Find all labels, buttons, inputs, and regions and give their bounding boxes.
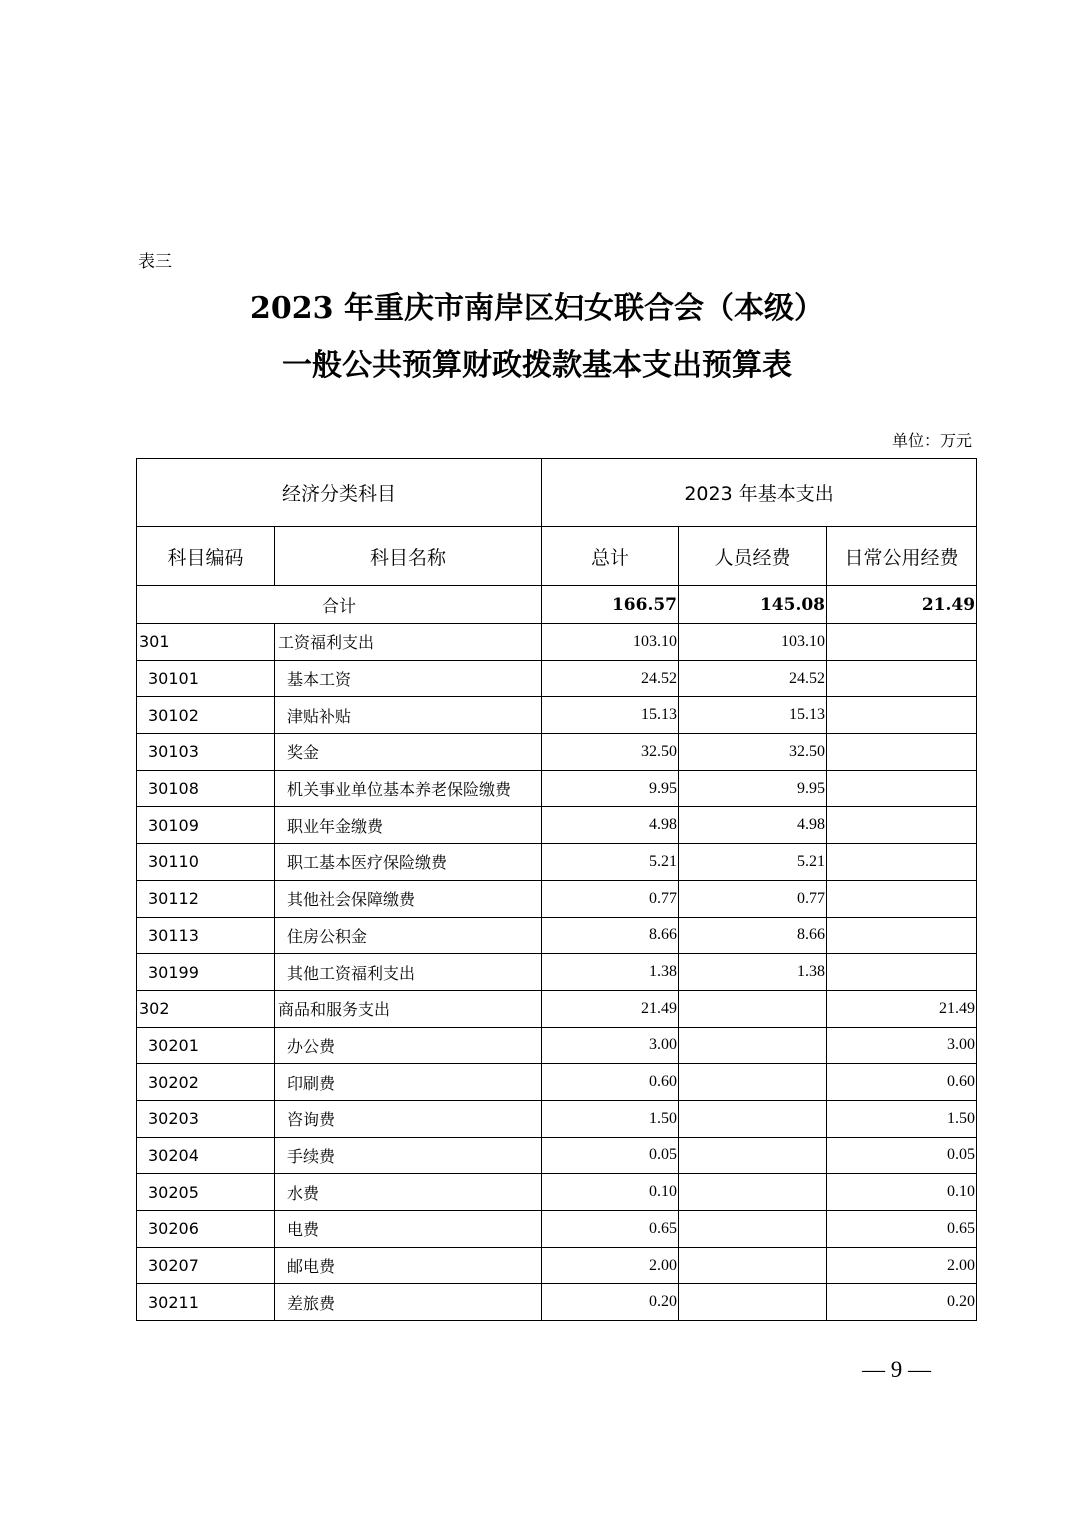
row-total: 3.00	[542, 1027, 679, 1064]
row-personnel: 4.98	[679, 807, 827, 844]
row-public	[827, 624, 977, 661]
table-row	[137, 954, 977, 991]
row-public: 0.65	[827, 1211, 977, 1248]
table-row	[137, 917, 977, 954]
total-label: 合计	[137, 586, 542, 624]
row-personnel	[679, 1064, 827, 1101]
table-row	[137, 697, 977, 734]
total-public: 21.49	[827, 586, 977, 624]
row-total: 0.20	[542, 1284, 679, 1321]
row-total: 32.50	[542, 734, 679, 771]
header-economic-classification: 经济分类科目	[137, 459, 542, 527]
header-code: 科目编码	[137, 527, 275, 586]
row-code: 30109	[137, 807, 275, 844]
row-personnel: 9.95	[679, 770, 827, 807]
row-name: 办公费	[275, 1027, 542, 1064]
row-public: 0.10	[827, 1174, 977, 1211]
row-code: 30108	[137, 770, 275, 807]
row-name: 商品和服务支出	[275, 990, 542, 1027]
row-name: 邮电费	[275, 1247, 542, 1284]
row-name: 差旅费	[275, 1284, 542, 1321]
row-personnel: 0.77	[679, 880, 827, 917]
table-row	[137, 624, 977, 661]
table-row	[137, 880, 977, 917]
row-name: 津贴补贴	[275, 697, 542, 734]
table-row	[137, 1211, 977, 1248]
row-name: 职业年金缴费	[275, 807, 542, 844]
row-code: 30202	[137, 1064, 275, 1101]
total-sum: 166.57	[542, 586, 679, 624]
row-total: 15.13	[542, 697, 679, 734]
row-personnel: 15.13	[679, 697, 827, 734]
row-name: 其他社会保障缴费	[275, 880, 542, 917]
row-public: 3.00	[827, 1027, 977, 1064]
table-row	[137, 1247, 977, 1284]
row-personnel: 5.21	[679, 844, 827, 881]
row-total: 21.49	[542, 990, 679, 1027]
page-number: — 9 —	[862, 1357, 931, 1382]
row-total: 1.38	[542, 954, 679, 991]
table-row	[137, 1100, 977, 1137]
row-code: 30207	[137, 1247, 275, 1284]
row-public	[827, 734, 977, 771]
header-row-group	[137, 459, 977, 527]
row-public	[827, 917, 977, 954]
row-code: 30204	[137, 1137, 275, 1174]
header-total: 总计	[542, 527, 679, 586]
row-personnel	[679, 990, 827, 1027]
header-row-columns	[137, 527, 977, 586]
row-name: 其他工资福利支出	[275, 954, 542, 991]
row-code: 30206	[137, 1211, 275, 1248]
row-personnel: 103.10	[679, 624, 827, 661]
header-personnel: 人员经费	[679, 527, 827, 586]
row-public: 0.60	[827, 1064, 977, 1101]
row-total: 1.50	[542, 1100, 679, 1137]
row-total: 0.77	[542, 880, 679, 917]
row-code: 30199	[137, 954, 275, 991]
table-row	[137, 1137, 977, 1174]
row-personnel	[679, 1174, 827, 1211]
row-code: 30112	[137, 880, 275, 917]
row-code: 30205	[137, 1174, 275, 1211]
row-code: 30203	[137, 1100, 275, 1137]
row-public	[827, 807, 977, 844]
row-code: 301	[137, 624, 275, 661]
row-code: 30110	[137, 844, 275, 881]
table-row	[137, 1284, 977, 1321]
row-total: 8.66	[542, 917, 679, 954]
row-name: 电费	[275, 1211, 542, 1248]
row-personnel: 8.66	[679, 917, 827, 954]
row-personnel: 32.50	[679, 734, 827, 771]
row-name: 职工基本医疗保险缴费	[275, 844, 542, 881]
row-name: 奖金	[275, 734, 542, 771]
table-row	[137, 660, 977, 697]
total-personnel: 145.08	[679, 586, 827, 624]
table-row	[137, 990, 977, 1027]
row-code: 30102	[137, 697, 275, 734]
row-public	[827, 697, 977, 734]
header-name: 科目名称	[275, 527, 542, 586]
row-total: 4.98	[542, 807, 679, 844]
row-public	[827, 880, 977, 917]
row-public: 2.00	[827, 1247, 977, 1284]
page-title: 2023 年重庆市南岸区妇女联合会（本级）	[250, 291, 824, 326]
row-name: 住房公积金	[275, 917, 542, 954]
row-code: 30101	[137, 660, 275, 697]
row-total: 103.10	[542, 624, 679, 661]
row-code: 30201	[137, 1027, 275, 1064]
row-code: 30211	[137, 1284, 275, 1321]
row-name: 印刷费	[275, 1064, 542, 1101]
row-personnel	[679, 1211, 827, 1248]
row-total: 0.65	[542, 1211, 679, 1248]
row-code: 30113	[137, 917, 275, 954]
row-public	[827, 954, 977, 991]
row-public: 0.20	[827, 1284, 977, 1321]
row-total: 24.52	[542, 660, 679, 697]
row-name: 手续费	[275, 1137, 542, 1174]
row-personnel	[679, 1247, 827, 1284]
row-total: 0.60	[542, 1064, 679, 1101]
unit-label: 单位：万元	[891, 431, 972, 450]
row-name: 工资福利支出	[275, 624, 542, 661]
row-name: 咨询费	[275, 1100, 542, 1137]
total-row	[137, 586, 977, 624]
table-label: 表三	[138, 252, 172, 272]
row-total: 0.10	[542, 1174, 679, 1211]
row-public	[827, 844, 977, 881]
header-public: 日常公用经费	[827, 527, 977, 586]
budget-table	[136, 458, 977, 1321]
row-public	[827, 770, 977, 807]
row-name: 水费	[275, 1174, 542, 1211]
row-total: 2.00	[542, 1247, 679, 1284]
row-public: 0.05	[827, 1137, 977, 1174]
table-row	[137, 1027, 977, 1064]
row-personnel	[679, 1284, 827, 1321]
row-public: 1.50	[827, 1100, 977, 1137]
table-row	[137, 734, 977, 771]
table-row	[137, 807, 977, 844]
table-row	[137, 1064, 977, 1101]
row-code: 302	[137, 990, 275, 1027]
row-personnel: 24.52	[679, 660, 827, 697]
row-total: 5.21	[542, 844, 679, 881]
row-personnel: 1.38	[679, 954, 827, 991]
row-public: 21.49	[827, 990, 977, 1027]
row-name: 基本工资	[275, 660, 542, 697]
table-row	[137, 844, 977, 881]
row-total: 0.05	[542, 1137, 679, 1174]
page-subtitle: 一般公共预算财政拨款基本支出预算表	[282, 348, 792, 383]
row-personnel	[679, 1137, 827, 1174]
table-row	[137, 770, 977, 807]
row-code: 30103	[137, 734, 275, 771]
header-basic-expenditure: 2023 年基本支出	[542, 459, 977, 527]
row-name: 机关事业单位基本养老保险缴费	[275, 770, 542, 807]
row-personnel	[679, 1027, 827, 1064]
table-row	[137, 1174, 977, 1211]
row-personnel	[679, 1100, 827, 1137]
row-public	[827, 660, 977, 697]
row-total: 9.95	[542, 770, 679, 807]
